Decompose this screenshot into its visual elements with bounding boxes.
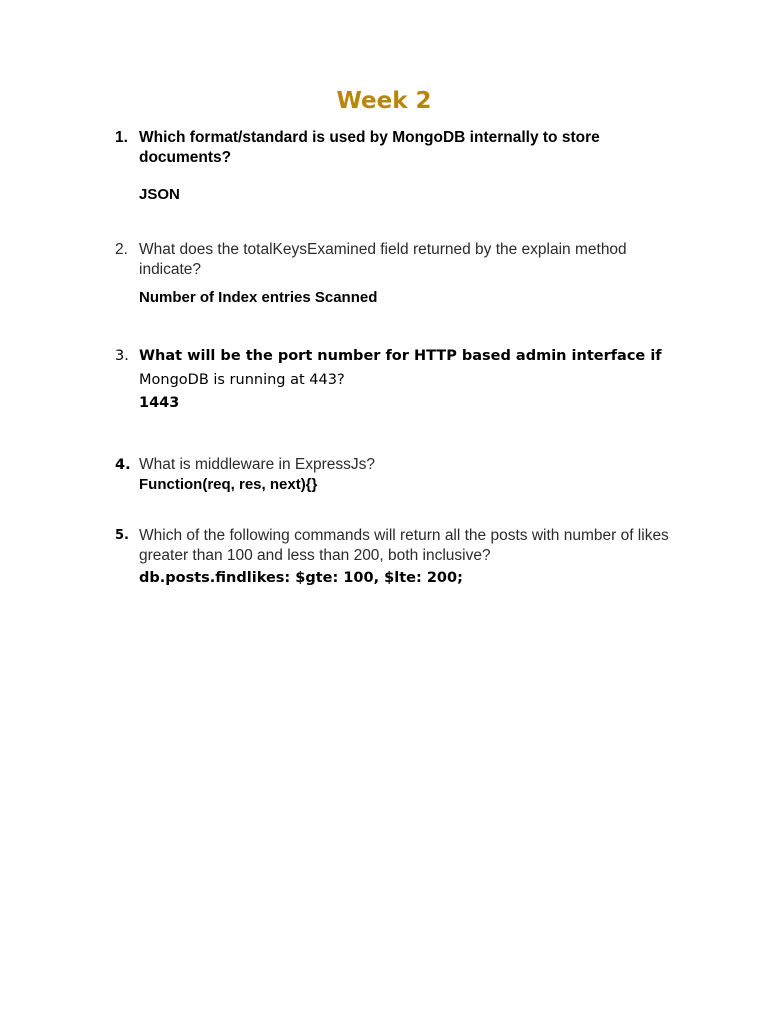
- question-3-text-line2: MongoDB is running at 443?: [139, 372, 345, 388]
- question-4-answer: Function(req, res, next){}: [139, 476, 318, 493]
- question-4-number: 4.: [115, 457, 131, 473]
- question-2-text: What does the totalKeysExamined field returned by the explain method indicate?: [139, 241, 627, 278]
- page-title: Week 2: [336, 88, 432, 114]
- question-1-answer: JSON: [139, 186, 180, 203]
- question-1-number: 1.: [115, 129, 128, 146]
- question-4-text: What is middleware in ExpressJs?: [139, 456, 376, 473]
- question-2-answer: Number of Index entries Scanned: [139, 289, 378, 306]
- question-5-number: 5.: [115, 528, 129, 543]
- question-1-text: Which format/standard is used by MongoDB internally to store documents?: [139, 129, 600, 166]
- question-3-answer: 1443: [139, 395, 180, 411]
- question-3-number: 3.: [115, 348, 129, 364]
- question-5-text: Which of the following commands will return all the posts with number of likes greater than 100 and less than 200, both inclusive?: [139, 527, 669, 564]
- question-2-number: 2.: [115, 241, 128, 258]
- question-3-text: What will be the port number for HTTP based admin interface if: [139, 348, 662, 364]
- question-5-answer: db.posts.findlikes: $gte: 100, $lte: 200;: [139, 570, 463, 586]
